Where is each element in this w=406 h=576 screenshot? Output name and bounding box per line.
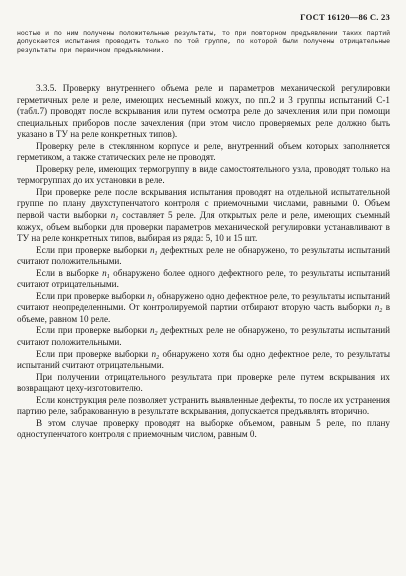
note-text: ностью и по ним получены положительные результаты, то при повторном предъявлении таких партий допускается испытания проводить только по той группе, по которой были получены отрицательные результаты при первичном предъявлении. bbox=[17, 30, 390, 54]
paragraph-n2-none: Если при проверке выборки $n_2$ дефектных реле не обнаружено, то результаты испытаний считают положительными. bbox=[17, 325, 391, 348]
symbol-n1: $n_1$ bbox=[102, 267, 110, 280]
paragraph-resample: В этом случае проверку проводят на выборке объемом, равным 5 реле, по плану одноступенчатого контроля с приемочным числом, равным 0. bbox=[17, 417, 390, 440]
page-header: ГОСТ 16120—86 С. 23 bbox=[300, 12, 390, 22]
paragraph-resubmit: Если конструкция реле позволяет устранить выявленные дефекты, то после их устранения партию реле, забракованную в результате вскрывания, допускается предъявлять вторично. bbox=[17, 394, 390, 417]
paragraph-n1-one: Если при проверке выборки $n_1$ обнаружено одно дефектное реле, то результаты испытаний считают неопределенными. От контролируемой партии отбирают вторую часть выборки $n_2$ в объеме, равном 10 реле. bbox=[17, 290, 391, 324]
symbol-n1: $n_1$ bbox=[147, 290, 155, 303]
paragraph-3-3-5: 3.3.5. Проверку внутреннего объема реле и параметров механической регулировки герметичных реле и реле, имеющих несъемный кожух, по пп.2 и 3 группы испытаний С-1 (табл.7) проводят после вскрывания или путем осмотра реле до зачехления или при помощи специальных приборов после зачехления (при этом число проверяемых реле должно быть указано в ТУ на реле конкретных типов). bbox=[17, 83, 390, 140]
symbol-n1: $n_1$ bbox=[110, 210, 119, 223]
paragraph-glass-case: Проверку реле в стеклянном корпусе и реле, внутренний объем которых заполняется герметиком, а также статических реле не проводят. bbox=[17, 140, 390, 163]
continuation-note bbox=[17, 30, 390, 55]
symbol-n2: $n_2$ bbox=[151, 348, 160, 361]
paragraph-n2-defect: Если при проверке выборки $n_2$ обнаружено хотя бы одно дефектное реле, то результаты испытаний считают отрицательными. bbox=[17, 348, 390, 371]
paragraph-n1-none: Если при проверке выборки $n_1$ дефектных реле не обнаружено, то результаты испытаний считают положительными. bbox=[17, 244, 391, 267]
paragraph-opening: При проверке реле после вскрывания испытания проводят на отдельной испытательной группе по плану двухступенчатого контроля с приемочными числами, равными 0. Объем первой части выборки $n_1$ составляет 5 реле. Для открытых реле и реле, имеющих съемный кожух, объем выборки для проверки параметров механической регулировки устанавливают в ТУ на реле конкретных типов, выбирая из ряда: 5, 10 и 15 шт. bbox=[17, 186, 391, 244]
symbol-n1: $n_1$ bbox=[149, 244, 158, 257]
paragraph-thermogroup: Проверку реле, имеющих термогруппу в виде самостоятельного узла, проводят только на термогруппах до их установки в реле. bbox=[17, 163, 390, 186]
paragraph-n1-many: Если в выборке $n_1$ обнаружено более одного дефектного реле, то результаты испытаний считают отрицательными. bbox=[17, 267, 391, 290]
section-body bbox=[17, 83, 390, 441]
paragraph-return: При получении отрицательного результата при проверке реле путем вскрывания их возвращают цеху-изготовителю. bbox=[17, 371, 390, 394]
symbol-n2: $n_2$ bbox=[149, 325, 158, 338]
symbol-n2: $n_2$ bbox=[374, 302, 383, 315]
